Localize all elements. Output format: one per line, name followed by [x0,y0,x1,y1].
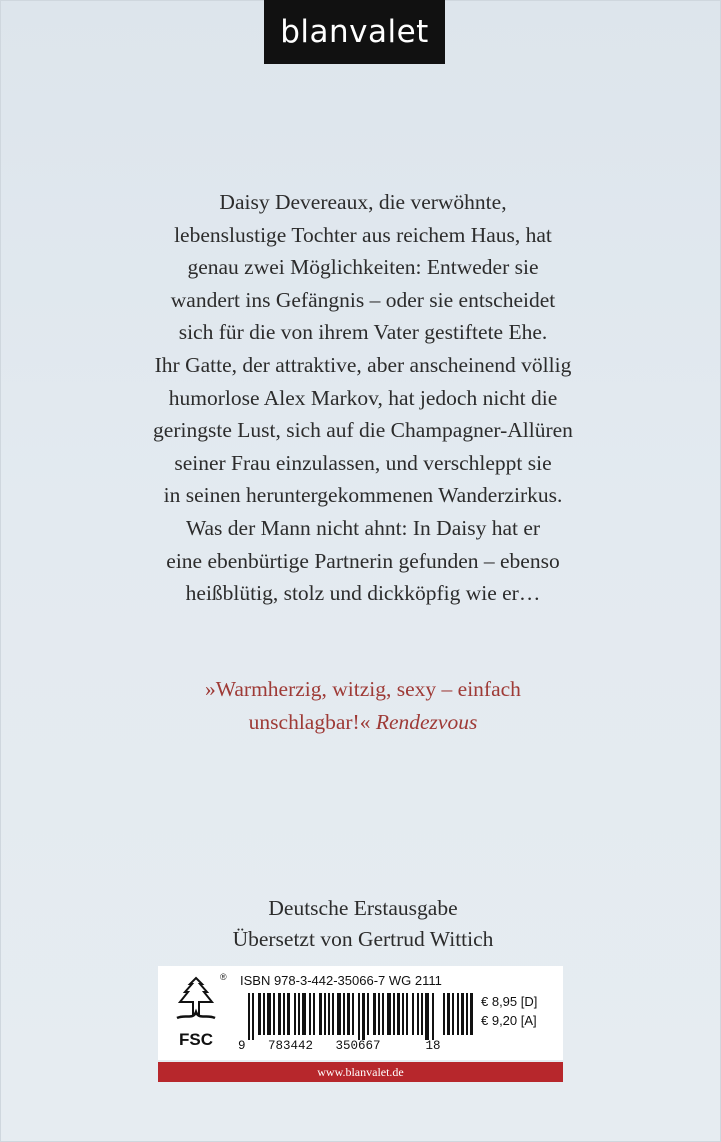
barcode-bar [457,993,459,1035]
barcode-panel [158,966,563,1060]
publisher-logo [264,0,445,64]
press-quote [80,673,646,739]
barcode-bar [347,993,350,1035]
blurb-line: lebenslustige Tochter aus reichem Haus, hat [174,222,552,247]
barcode-bar [352,993,354,1035]
blurb-text [80,186,646,610]
fsc-tree-icon [171,974,221,1050]
quote-line-2 [80,706,646,739]
barcode-bar [278,993,281,1035]
translator-credit: Übersetzt von Gertrud Wittich [232,927,494,951]
barcode-bar [309,993,311,1035]
edition-info [80,893,646,955]
barcode-bar [382,993,384,1035]
barcode-bar [263,993,265,1035]
ean-barcode [248,993,470,1040]
blurb-line: sich für die von ihrem Vater gestiftete Ehe. [178,320,548,345]
barcode-bar [332,993,334,1035]
barcode-bar [466,993,468,1035]
publisher-logo-text: blanvalet [280,14,429,50]
barcode-bar [358,993,360,1040]
ean-digits: 9 783442 350667 18 [238,1039,441,1053]
barcode-bar [343,993,345,1035]
barcode-bar [397,993,400,1035]
blurb-line: genau zwei Möglichkeiten: Entweder sie [187,255,539,280]
barcode-bar [298,993,300,1035]
barcode-bar [337,993,341,1035]
registered-mark: ® [220,972,227,982]
barcode-bar [373,993,376,1035]
barcode-bar [417,993,419,1035]
blurb-line: Ihr Gatte, der attraktive, aber anscheinend völlig [154,352,572,377]
barcode-bar [378,993,380,1035]
blurb-line: eine ebenbürtige Partnerin gefunden – ebenso [166,548,560,573]
barcode-bar [387,993,391,1035]
barcode-bar [252,993,254,1040]
barcode-bar [287,993,290,1035]
barcode-bar [328,993,330,1035]
barcode-bar [294,993,296,1035]
blurb-line: wandert ins Gefängnis – oder sie entscheidet [170,287,556,312]
blurb-line: humorlose Alex Markov, hat jedoch nicht die [168,385,558,410]
barcode-bar [406,993,408,1035]
barcode-bar [393,993,395,1035]
barcode-bar [273,993,275,1035]
barcode-bar [452,993,454,1035]
barcode-bar [313,993,315,1035]
quote-line-1: »Warmherzig, witzig, sexy – einfach [205,677,521,701]
price-germany: € 8,95 [D] [481,994,538,1009]
blurb-line: Was der Mann nicht ahnt: In Daisy hat er [185,515,541,540]
blurb-line: in seinen heruntergekommenen Wanderzirkus. [163,483,563,508]
barcode-bar [319,993,322,1035]
price-addon-barcode [443,993,473,1040]
blurb-line: geringste Lust, sich auf die Champagner-Allüren [153,418,573,443]
barcode-bar [447,993,450,1035]
edition-label: Deutsche Erstausgabe [268,896,458,920]
barcode-bar [412,993,414,1035]
barcode-bar [248,993,250,1040]
barcode-bar [367,993,369,1035]
barcode-bar [258,993,261,1035]
quote-source: Rendezvous [375,710,478,734]
barcode-bar [362,993,365,1040]
barcode-bar [461,993,464,1035]
blurb-line: seiner Frau einzulassen, und verschleppt sie [174,450,552,475]
barcode-bar [421,993,423,1035]
barcode-bar [324,993,326,1035]
barcode-bar [302,993,306,1035]
publisher-website[interactable]: www.blanvalet.de [158,1062,563,1082]
blurb-line: heißblütig, stolz und dickköpfig wie er… [185,581,541,606]
fsc-label: FSC [179,1030,213,1049]
isbn-text: ISBN 978-3-442-35066-7 WG 2111 [240,973,442,988]
barcode-bar [425,993,429,1040]
barcode-bar [267,993,271,1035]
blurb-line: Daisy Devereaux, die verwöhnte, [219,190,507,214]
barcode-bar [402,993,404,1035]
barcode-bar [470,993,473,1035]
quote-text-end: unschlagbar!« [248,710,371,734]
barcode-bar [432,993,434,1040]
barcode-bar [443,993,445,1035]
price-austria: € 9,20 [A] [481,1013,537,1028]
barcode-bar [283,993,285,1035]
